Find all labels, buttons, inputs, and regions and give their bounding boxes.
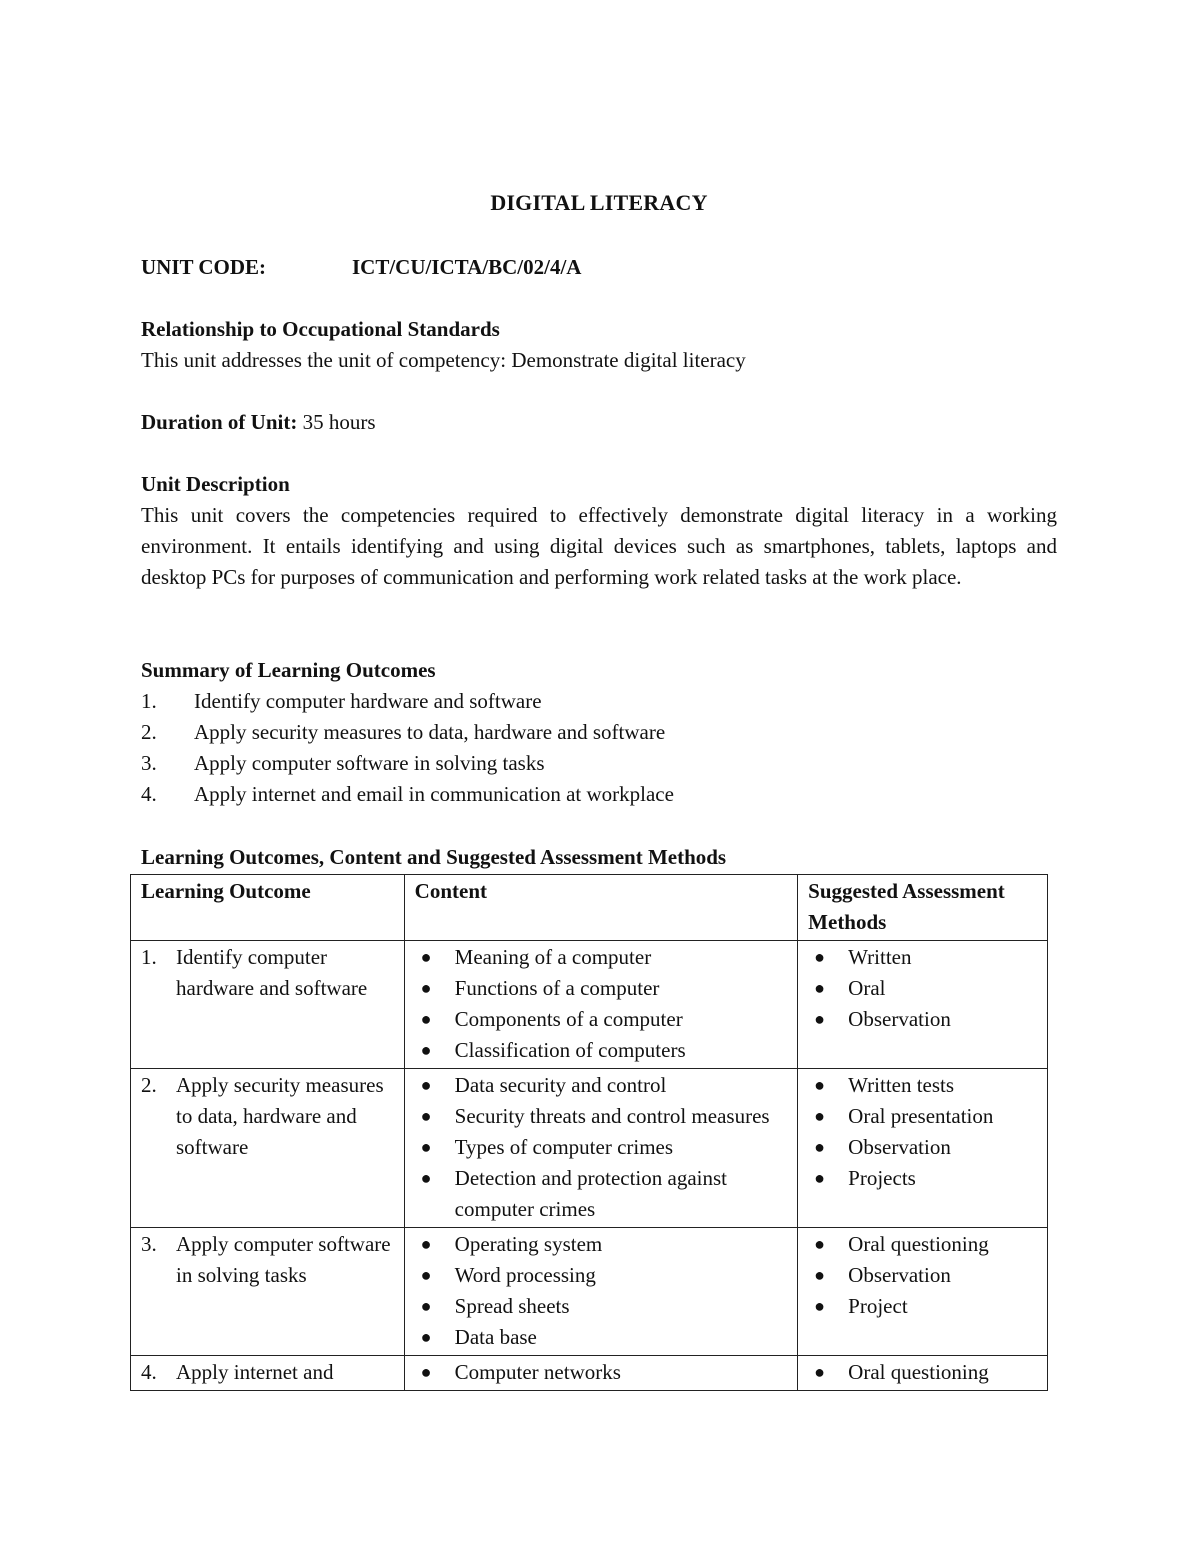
content-item: Computer networks bbox=[454, 1360, 621, 1384]
bullet-icon: ● bbox=[814, 1265, 826, 1285]
learning-outcomes-table bbox=[130, 874, 1048, 1391]
method-item: Observation bbox=[848, 1007, 951, 1031]
content-item: Functions of a computer bbox=[454, 976, 660, 1000]
method-item: Oral questioning bbox=[848, 1232, 989, 1256]
list-item bbox=[415, 1322, 788, 1353]
list-item bbox=[415, 1132, 788, 1163]
method-item: Projects bbox=[848, 1166, 916, 1190]
content-item: Data base bbox=[454, 1325, 537, 1349]
bullet-icon: ● bbox=[420, 1265, 432, 1285]
method-item: Written tests bbox=[848, 1073, 955, 1097]
relationship-heading: Relationship to Occupational Standards bbox=[141, 317, 500, 341]
list-item-number: 2. bbox=[141, 720, 157, 744]
bullet-icon: ● bbox=[420, 947, 432, 967]
bullet-icon: ● bbox=[814, 978, 826, 998]
summary-section bbox=[141, 655, 1057, 810]
list-item bbox=[415, 1260, 788, 1291]
methods-cell bbox=[798, 1228, 1048, 1356]
list-item bbox=[808, 942, 1037, 973]
list-item bbox=[808, 1101, 1037, 1132]
bullet-icon: ● bbox=[420, 1168, 432, 1188]
content-item: Classification of computers bbox=[454, 1038, 686, 1062]
list-item bbox=[415, 1070, 788, 1101]
bullet-icon: ● bbox=[814, 947, 826, 967]
outcome-text: Apply computer software in solving tasks bbox=[176, 1232, 391, 1287]
list-item-text: Identify computer hardware and software bbox=[194, 689, 542, 713]
content-item: Meaning of a computer bbox=[454, 945, 652, 969]
list-item bbox=[808, 1132, 1037, 1163]
list-item bbox=[141, 779, 1057, 810]
list-item bbox=[808, 1260, 1037, 1291]
content-item: Detection and protection against computer crimes bbox=[454, 1166, 727, 1221]
outcome-text: Apply security measures to data, hardware and software bbox=[176, 1073, 384, 1159]
list-item bbox=[808, 1357, 1037, 1388]
content-item: Data security and control bbox=[454, 1073, 667, 1097]
outcome-number: 3. bbox=[141, 1232, 157, 1256]
bullet-icon: ● bbox=[814, 1075, 826, 1095]
bullet-icon: ● bbox=[814, 1106, 826, 1126]
content-item: Spread sheets bbox=[454, 1294, 570, 1318]
list-item bbox=[415, 1004, 788, 1035]
method-item: Observation bbox=[848, 1135, 951, 1159]
bullet-icon: ● bbox=[814, 1168, 826, 1188]
table-row bbox=[131, 1069, 1048, 1228]
methods-cell bbox=[798, 1356, 1048, 1391]
bullet-icon: ● bbox=[420, 978, 432, 998]
list-item bbox=[808, 1070, 1037, 1101]
list-item bbox=[141, 717, 1057, 748]
method-item: Observation bbox=[848, 1263, 951, 1287]
outcome-cell bbox=[131, 941, 405, 1069]
list-item bbox=[415, 1101, 788, 1132]
description-section bbox=[141, 469, 1057, 593]
summary-heading: Summary of Learning Outcomes bbox=[141, 658, 436, 682]
table-row bbox=[131, 1228, 1048, 1356]
bullet-icon: ● bbox=[420, 1040, 432, 1060]
method-item: Project bbox=[848, 1294, 908, 1318]
outcome-number: 1. bbox=[141, 945, 157, 969]
list-item bbox=[415, 942, 788, 973]
method-item: Written bbox=[848, 945, 912, 969]
document-title: DIGITAL LITERACY bbox=[490, 190, 708, 215]
header-learning-outcome: Learning Outcome bbox=[131, 875, 405, 941]
list-item-text: Apply internet and email in communication at workplace bbox=[194, 782, 674, 806]
list-item bbox=[808, 1163, 1037, 1194]
list-item bbox=[141, 686, 1057, 717]
methods-cell bbox=[798, 1069, 1048, 1228]
content-cell bbox=[404, 1069, 798, 1228]
content-cell bbox=[404, 1228, 798, 1356]
list-item bbox=[415, 1229, 788, 1260]
bullet-icon: ● bbox=[420, 1137, 432, 1157]
list-item-text: Apply security measures to data, hardware and software bbox=[194, 720, 666, 744]
list-item bbox=[808, 1229, 1037, 1260]
methods-cell bbox=[798, 941, 1048, 1069]
bullet-icon: ● bbox=[814, 1234, 826, 1254]
list-item-text: Apply computer software in solving tasks bbox=[194, 751, 545, 775]
list-item bbox=[141, 748, 1057, 779]
table-header-row bbox=[131, 875, 1048, 941]
outcome-cell bbox=[131, 1228, 405, 1356]
bullet-icon: ● bbox=[814, 1362, 826, 1382]
list-item bbox=[808, 1291, 1037, 1322]
content-item: Word processing bbox=[454, 1263, 596, 1287]
list-item bbox=[415, 1291, 788, 1322]
table-row bbox=[131, 1356, 1048, 1391]
outcome-number: 4. bbox=[141, 1360, 157, 1384]
content-item: Types of computer crimes bbox=[454, 1135, 674, 1159]
summary-list bbox=[141, 686, 1057, 810]
bullet-icon: ● bbox=[420, 1296, 432, 1316]
bullet-icon: ● bbox=[420, 1009, 432, 1029]
method-item: Oral questioning bbox=[848, 1360, 989, 1384]
bullet-icon: ● bbox=[814, 1296, 826, 1316]
outcome-text: Identify computer hardware and software bbox=[176, 945, 368, 1000]
method-item: Oral bbox=[848, 976, 886, 1000]
table-heading: Learning Outcomes, Content and Suggested Assessment Methods bbox=[141, 845, 727, 869]
list-item bbox=[415, 1357, 788, 1388]
outcome-text: Apply internet and bbox=[176, 1360, 334, 1384]
duration-line bbox=[141, 407, 1057, 438]
relationship-section bbox=[141, 314, 1057, 376]
content-item: Components of a computer bbox=[454, 1007, 683, 1031]
bullet-icon: ● bbox=[420, 1327, 432, 1347]
unit-code-label: UNIT CODE: bbox=[141, 255, 267, 279]
list-item bbox=[808, 973, 1037, 1004]
table-row bbox=[131, 941, 1048, 1069]
description-heading: Unit Description bbox=[141, 472, 290, 496]
content-item: Security threats and control measures bbox=[454, 1104, 770, 1128]
bullet-icon: ● bbox=[420, 1106, 432, 1126]
bullet-icon: ● bbox=[420, 1362, 432, 1382]
list-item bbox=[415, 1035, 788, 1066]
header-content: Content bbox=[404, 875, 798, 941]
bullet-icon: ● bbox=[814, 1137, 826, 1157]
content-cell bbox=[404, 941, 798, 1069]
list-item-number: 1. bbox=[141, 689, 157, 713]
relationship-text: This unit addresses the unit of competency: Demonstrate digital literacy bbox=[141, 348, 746, 372]
header-assessment-methods: Suggested Assessment Methods bbox=[798, 875, 1048, 941]
unit-code-value: ICT/CU/ICTA/BC/02/4/A bbox=[352, 255, 582, 279]
content-cell bbox=[404, 1356, 798, 1391]
unit-code-line bbox=[141, 255, 581, 280]
duration-label: Duration of Unit: bbox=[141, 410, 298, 434]
list-item bbox=[415, 973, 788, 1004]
outcome-cell bbox=[131, 1356, 405, 1391]
description-text: This unit covers the competencies required to effectively demonstrate digital literacy in a working environment. It entails identifying and using digital devices such as smartphones, tablets, laptops and desktop PCs for purposes of communication and performing work related tasks at the work place. bbox=[141, 503, 1057, 589]
content-item: Operating system bbox=[454, 1232, 603, 1256]
bullet-icon: ● bbox=[420, 1075, 432, 1095]
duration-value: 35 hours bbox=[297, 410, 376, 434]
list-item-number: 3. bbox=[141, 751, 157, 775]
list-item bbox=[808, 1004, 1037, 1035]
outcome-number: 2. bbox=[141, 1073, 157, 1097]
method-item: Oral presentation bbox=[848, 1104, 994, 1128]
list-item-number: 4. bbox=[141, 782, 157, 806]
bullet-icon: ● bbox=[814, 1009, 826, 1029]
list-item bbox=[415, 1163, 788, 1225]
bullet-icon: ● bbox=[420, 1234, 432, 1254]
outcome-cell bbox=[131, 1069, 405, 1228]
